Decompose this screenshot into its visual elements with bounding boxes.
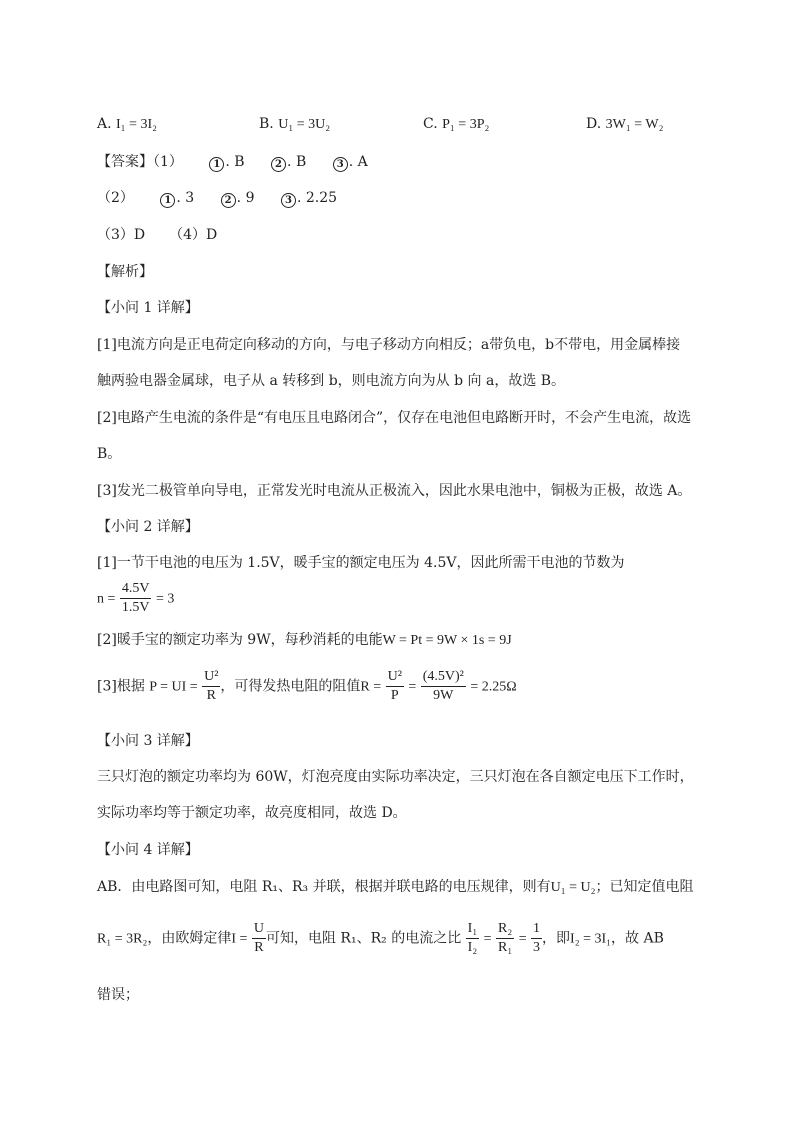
q1-p2-line1: [2]电路产生电流的条件是“有电压且电路闭合”，仅存在电池但电路断开时，不会产生电流，故选	[97, 410, 692, 426]
answer-line-3: （3）D （4）D	[97, 227, 218, 243]
option-d: D. 3W₁ = W₂	[586, 116, 664, 132]
option-c: C. P₁ = 3P₂	[423, 116, 490, 132]
q2-heading: 【小问 2 详解】	[97, 519, 199, 535]
answer-heading: 【答案】	[97, 154, 153, 170]
option-b: B. U₁ = 3U₂	[259, 116, 331, 132]
q2-eq1: n = $\frac{4.5V}{1.5V}$ = 3	[97, 581, 175, 615]
q1-p1-line1: [1]电流方向是正电荷定向移动的方向，与电子移动方向相反；a带负电，b不带电，用金属棒接	[97, 337, 681, 353]
q1-p3: [3]发光二极管单向导电，正常发光时电流从正极流入，因此水果电池中，铜极为正极，故选 A。	[97, 483, 692, 499]
q4-heading: 【小问 4 详解】	[97, 842, 199, 858]
answer-line-1: 【答案】（1） 1 . B 2 . B 3 . A	[97, 154, 368, 170]
q2-p2: [2]暖手宝的额定功率为 9W，每秒消耗的电能W = Pt = 9W × 1s = 9J	[97, 632, 512, 648]
analysis-heading: 【解析】	[97, 264, 153, 280]
q4-line1: AB．由电路图可知，电阻 R₁、R₃ 并联，根据并联电路的电压规律，则有U₁ = U₂；已知定值电阻	[97, 879, 694, 895]
q3-line1: 三只灯泡的额定功率均为 60W，灯泡亮度由实际功率决定，三只灯泡在各自额定电压下工作时，	[97, 769, 694, 785]
option-a: A. I₁ = 3I₂	[97, 116, 157, 132]
q3-heading: 【小问 3 详解】	[97, 733, 199, 749]
q1-heading: 【小问 1 详解】	[97, 300, 199, 316]
answer-line-2: （2） 1 . 3 2 . 9 3 . 2.25	[97, 190, 338, 206]
q1-p2-line2: B。	[97, 446, 122, 462]
q4-line3: 错误；	[97, 987, 139, 1003]
q4-line2: R₁ = 3R₂，由欧姆定律I = $\frac{U}{R}$ 可知，电阻 R₁、R₂ 的电流之比 $\frac{\text{I₁}}{\text{I₂}}$ = $\frac{\text{R₂}}{\text{R₁}}$ = $\frac{1}{3}$ ，即I₂ = 3I₁，故 AB	[97, 921, 664, 955]
q3-line2: 实际功率均等于额定功率，故亮度相同，故选 D。	[97, 805, 407, 821]
q2-p3: [3]根据 P = UI = $\frac{\text{U²}}{R}$ ，可得发热电阻的阻值R = $\frac{\text{U²}}{P}$ = $\frac{\text{(4.5V)²}}{9W}$ = 2.25Ω	[97, 669, 517, 703]
q1-p1-line2: 触两验电器金属球，电子从 a 转移到 b，则电流方向为从 b 向 a，故选 B。	[97, 373, 566, 389]
q2-p1: [1]一节干电池的电压为 1.5V，暖手宝的额定电压为 4.5V，因此所需干电池的节数为	[97, 555, 625, 571]
